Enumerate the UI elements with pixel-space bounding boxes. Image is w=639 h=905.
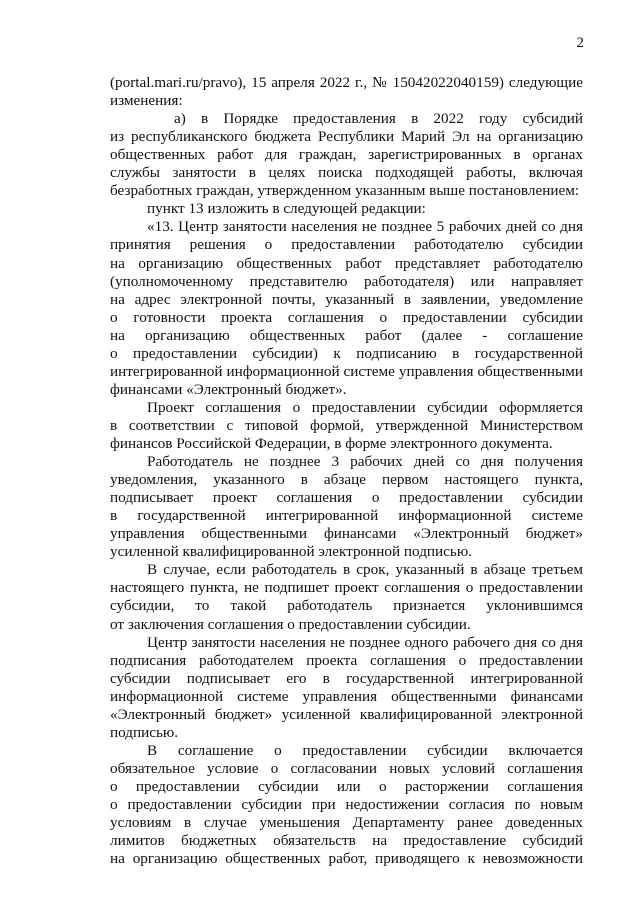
text-line: субсидии подписывает его в государственной интегрированной [110,670,583,687]
text-line: финансами «Электронный бюджет». [110,381,347,398]
text-line: подписывает проект соглашения о предоставлении субсидии [110,489,583,506]
text-line: Центр занятости населения не позднее одного рабочего дня со дня [147,634,583,651]
text-line: на организацию общественных работ (далее - соглашение [110,327,583,344]
text-line: изменения: [110,92,183,109]
text-line: Работодатель не позднее 3 рабочих дней со дня получения [147,453,583,470]
text-line: Проект соглашения о предоставлении субсидии оформляется [147,399,583,416]
text-line: настоящего пункта, не подпишет проект соглашения о предоставлении [110,579,583,596]
text-line: в соответствии с типовой формой, утвержденной Министерством [110,417,583,434]
text-line: безработных граждан, утвержденном указанным выше постановлением: [110,182,580,199]
text-line: усиленной квалифицированной электронной подписью. [110,543,472,560]
text-line: в государственной интегрированной информационной системе [110,507,583,524]
text-line: о готовности проекта соглашения о предоставлении субсидии [110,309,583,326]
text-line: общественных работ для граждан, зарегистрированных в органах [110,146,583,163]
text-line: субсидии, то такой работодатель признается уклонившимся [110,597,583,614]
text-line: интегрированной информационной системе управления общественными [110,363,583,380]
text-line: на адрес электронной почты, указанный в заявлении, уведомление [110,291,583,308]
text-line: принятия решения о предоставлении работодателю субсидии [110,236,583,253]
text-line: финансов Российской Федерации, в форме электронного документа. [110,435,553,452]
text-line: пункт 13 изложить в следующей редакции: [147,200,426,217]
text-line: «13. Центр занятости населения не позднее 5 рабочих дней со дня [147,218,583,235]
text-line: информационной системе управления общественными финансами [110,688,583,705]
text-line: службы занятости в целях поиска подходящей работы, включая [110,164,583,181]
text-line: В случае, если работодатель в срок, указанный в абзаце третьем [147,561,583,578]
text-line: «Электронный бюджет» усиленной квалифицированной электронной [110,706,583,723]
text-line: управления общественными финансами «Электронный бюджет» [110,525,583,542]
page-number: 2 [576,34,584,51]
text-line: подписания работодателем проекта соглашения о предоставлении [110,652,583,669]
text-line: о предоставлении субсидии) к подписанию в государственной [110,345,583,362]
text-line: на организацию общественных работ представляет работодателю [110,255,583,272]
text-line: о предоставлении субсидии при недостижении согласия по новым [110,796,583,813]
text-line: (portal.mari.ru/pravo), 15 апреля 2022 г., № 15042022040159) следующие [110,74,583,91]
text-line: обязательное условие о согласовании новых условий соглашения [110,760,583,777]
text-line: а) в Порядке предоставления в 2022 году субсидий [174,110,583,127]
text-line: (уполномоченному представителю работодателя) или направляет [110,273,583,290]
text-line: на организацию общественных работ, приводящего к невозможности [110,850,583,867]
text-line: условиям в случае уменьшения Департаменту ранее доведенных [110,814,583,831]
text-line: лимитов бюджетных обязательств на предоставление субсидий [110,832,583,849]
text-line: уведомления, указанного в абзаце первом настоящего пункта, [110,471,583,488]
text-line: от заключения соглашения о предоставлении субсидии. [110,616,471,633]
text-line: В соглашение о предоставлении субсидии включается [147,742,583,759]
text-line: из республиканского бюджета Республики Марий Эл на организацию [110,128,583,145]
text-line: подписью. [110,724,179,741]
text-line: о предоставлении субсидии или о расторжении соглашения [110,778,583,795]
